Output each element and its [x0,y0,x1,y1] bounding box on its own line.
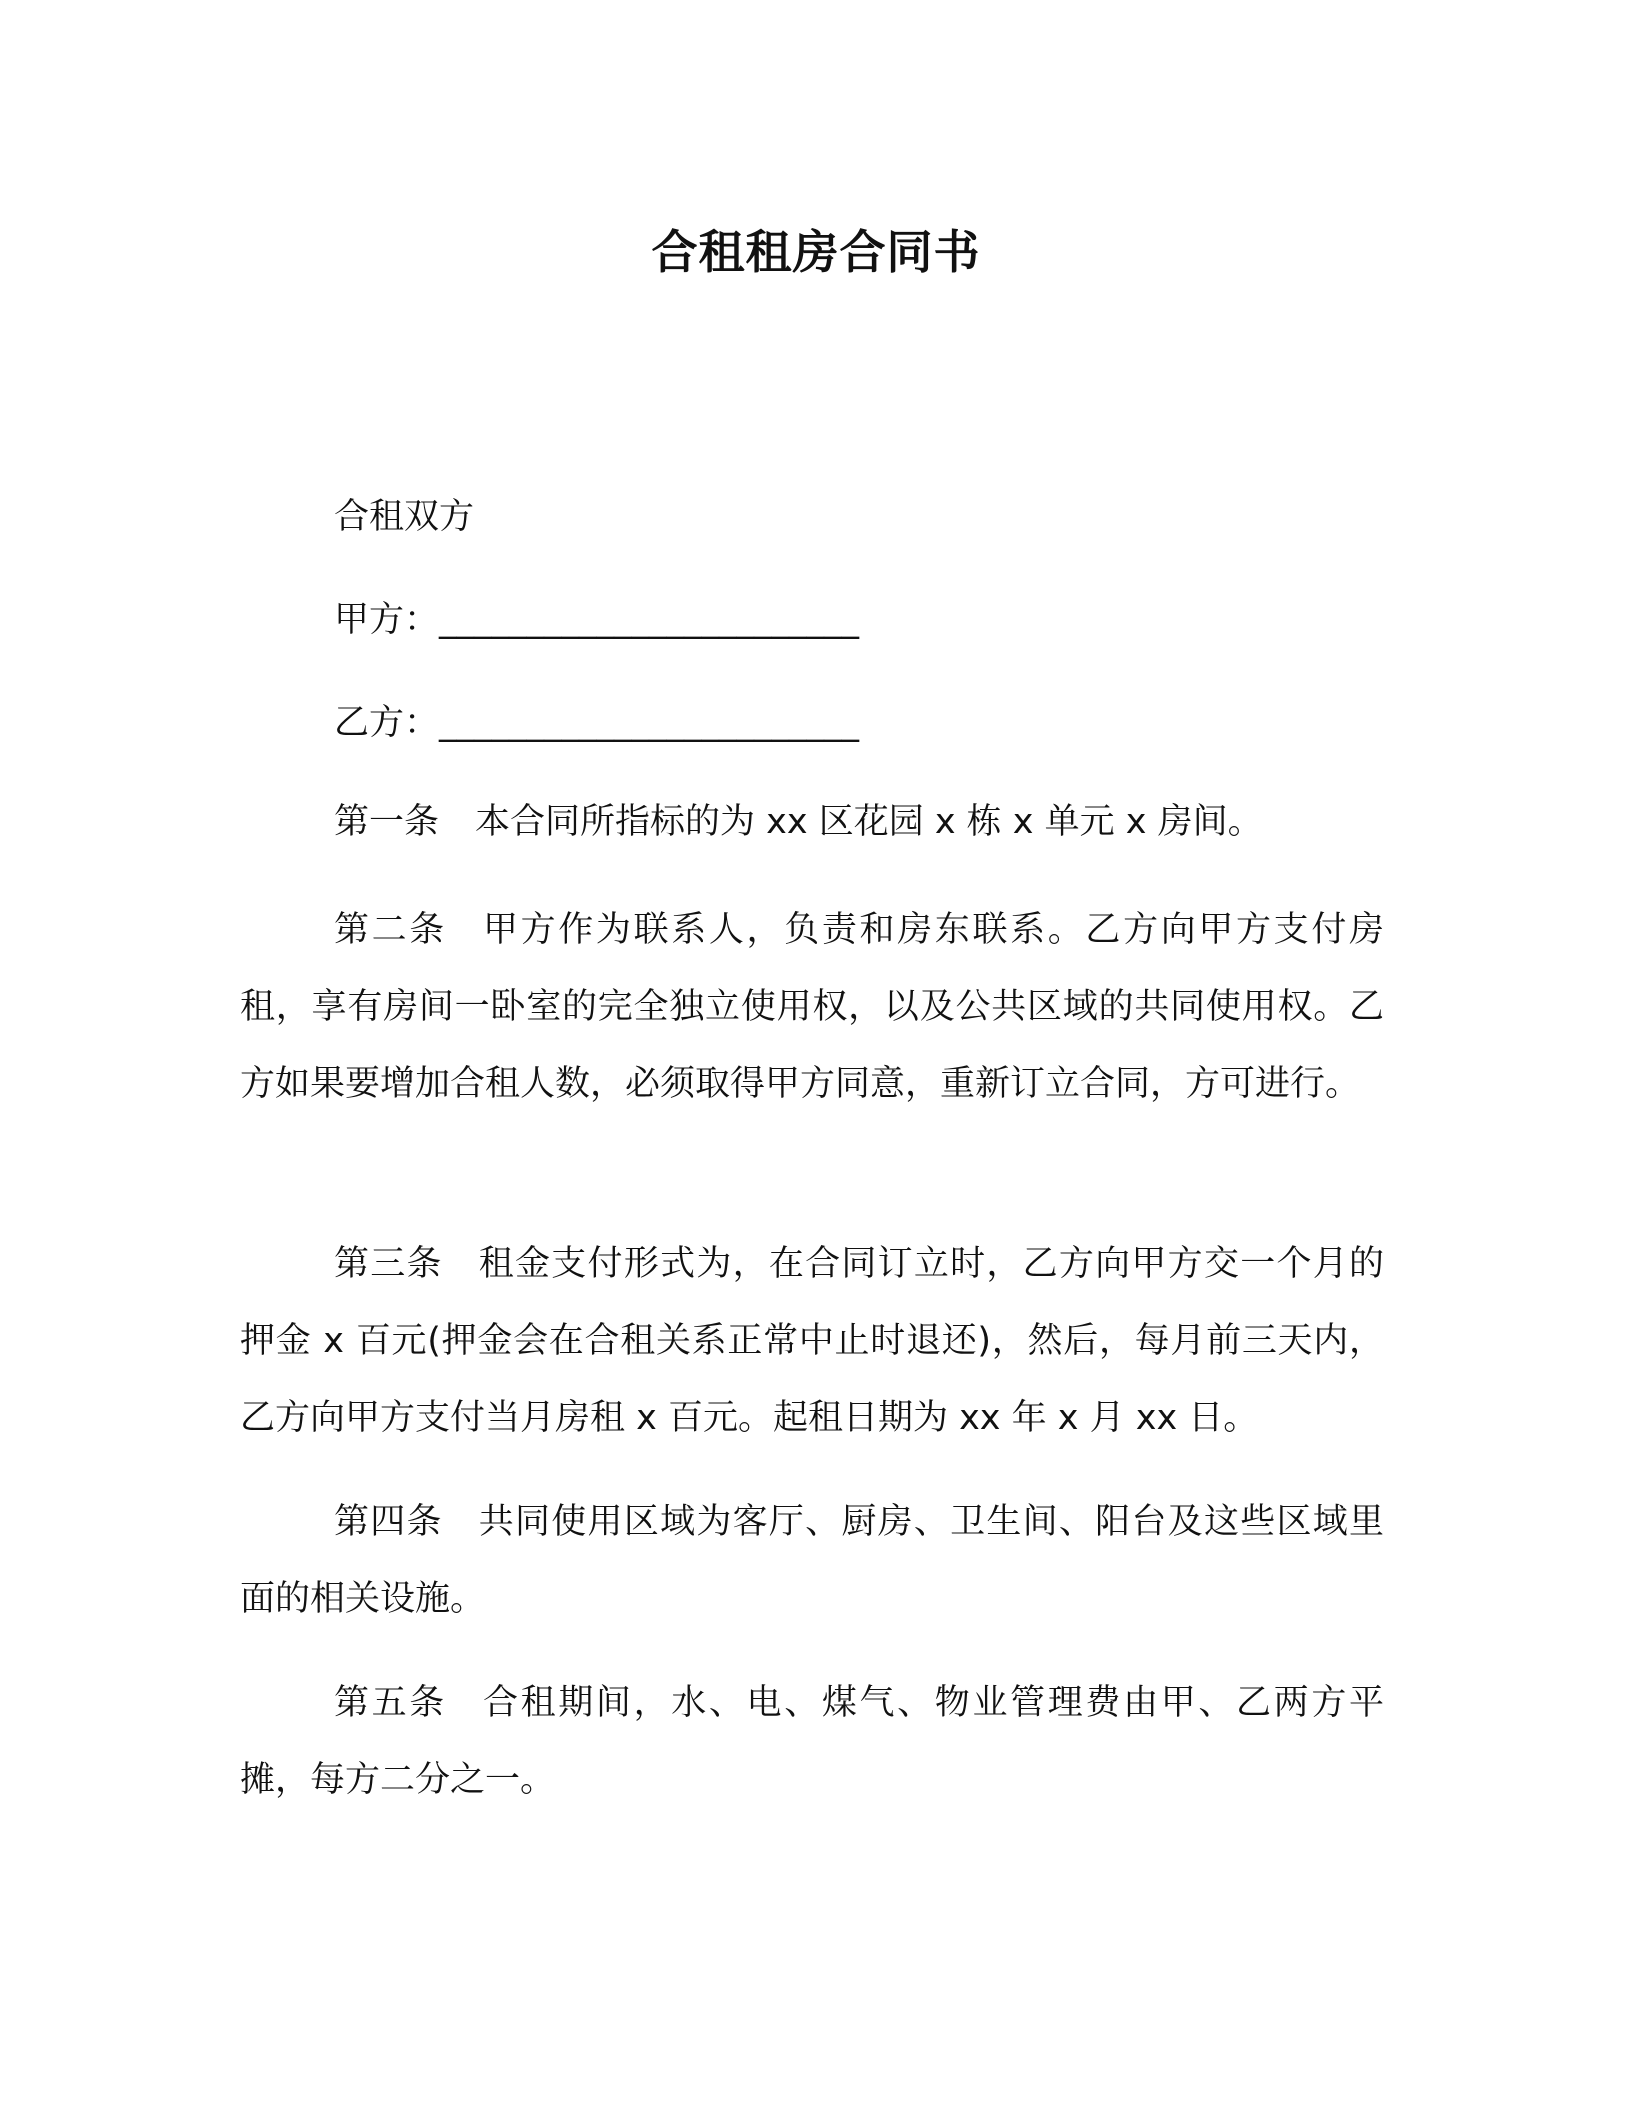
article-5-text: 合租期间，水、电、煤气、物业管理费由甲、乙两方平摊，每方二分之一。 [240,1683,1384,1800]
article-2-label: 第二条 [334,910,447,950]
article-3-text: 租金支付形式为，在合同订立时，乙方向甲方交一个月的押金 x 百元(押金会在合租关系正常中止时退还)，然后，每月前三天内，乙方向甲方支付当月房租 x 百元。起租日期为 xx 年 x 月 xx 日。 [240,1244,1384,1438]
article-1 [240,784,1384,861]
party-a-blank: ________________________ [439,600,860,640]
article-4 [240,1484,1384,1638]
parties-heading: 合租双方 [334,497,475,537]
article-5 [240,1665,1384,1819]
article-2-text: 甲方作为联系人，负责和房东联系。乙方向甲方支付房租，享有房间一卧室的完全独立使用权，以及公共区域的共同使用权。乙方如果要增加合租人数，必须取得甲方同意，重新订立合同，方可进行。 [240,910,1384,1104]
party-b-line [334,698,859,748]
document-title: 合租租房合同书 [651,225,981,279]
article-5-label: 第五条 [334,1683,447,1723]
party-b-blank: ________________________ [439,703,860,743]
article-2 [240,892,1384,1123]
article-3-label: 第三条 [334,1244,443,1284]
party-a-label: 甲方： [334,600,440,640]
article-3 [240,1226,1384,1457]
article-4-label: 第四条 [334,1502,443,1542]
article-1-text: 本合同所指标的为 xx 区花园 x 栋 x 单元 x 房间。 [475,802,1263,842]
article-4-text: 共同使用区域为客厅、厨房、卫生间、阳台及这些区域里面的相关设施。 [240,1502,1384,1619]
article-1-label: 第一条 [334,802,440,842]
party-a-line [334,595,859,645]
party-b-label: 乙方： [334,703,440,743]
